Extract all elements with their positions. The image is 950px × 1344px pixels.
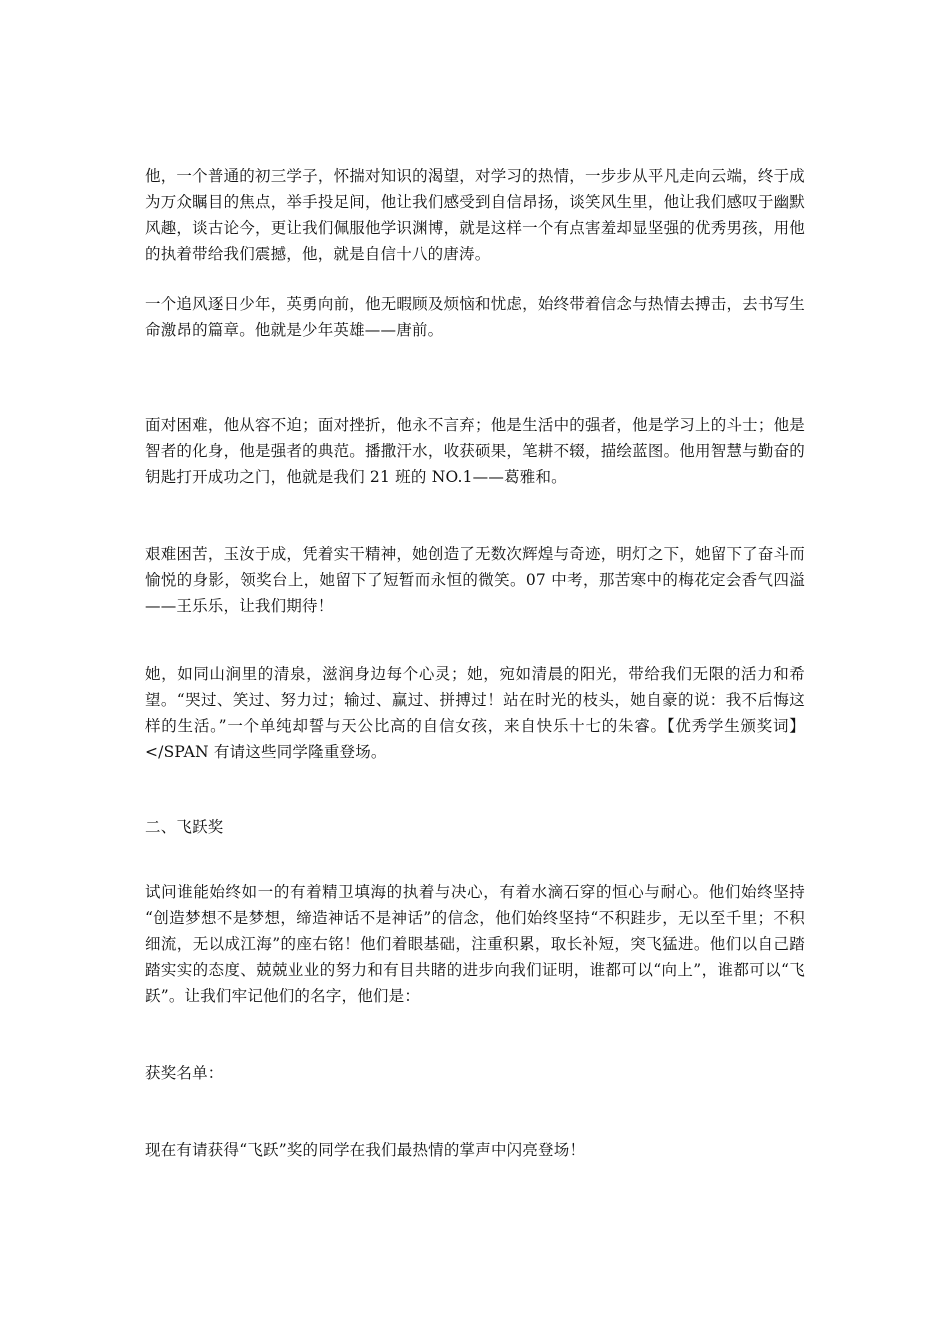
paragraph-leap-award-intro: 试问谁能始终如一的有着精卫填海的执着与决心，有着水滴石穿的恒心与耐心。他们始终坚持 “创造梦想不是梦想，缔造神话不是神话”的信念，他们始终坚持“不积跬步，无以至千里；不积细流，无以成江海”的座右铭！他们着眼基础，注重积累，取长补短，突飞猛进。他们以自己踏踏实实的态度、兢兢业业的努力和有目共睹的进步向我们证明，谁都可以“向上”，谁都可以“飞跃”。让我们牢记他们的名字，他们是： bbox=[145, 883, 805, 1005]
winners-list-label: 获奖名单： bbox=[145, 1064, 224, 1082]
paragraph-zhu-rui: 她，如同山涧里的清泉，滋润身边每个心灵；她，宛如清晨的阳光，带给我们无限的活力和希望。“哭过、笑过、努力过；输过、赢过、拼搏过！站在时光的枝头，她自豪的说：我不后悔这样的生活。”一个单纯却誓与天公比高的自信女孩，来自快乐十七的朱睿。【优秀学生颁奖词】</SPAN 有请这些同学隆重登场。 bbox=[145, 665, 805, 761]
section-heading-leap-award: 二、飞跃奖 bbox=[145, 818, 224, 836]
paragraph-tang-qian: 一个追风逐日少年，英勇向前，他无暇顾及烦恼和忧虑，始终带着信念与热情去搏击，去书写生命激昂的篇章。他就是少年英雄——唐前。 bbox=[145, 295, 805, 339]
paragraph-tang-tao: 他，一个普通的初三学子，怀揣对知识的渴望，对学习的热情，一步步从平凡走向云端，终于成为万众瞩目的焦点，举手投足间，他让我们感受到自信昂扬，谈笑风生里，他让我们感叹于幽默风趣，谈古论今，更让我们佩服他学识渊博，就是这样一个有点害羞却显坚强的优秀男孩，用他的执着带给我们震撼，他，就是自信十八的唐涛。 bbox=[145, 167, 805, 263]
paragraph-ge-yahe: 面对困难，他从容不迫；面对挫折，他永不言弃；他是生活中的强者，他是学习上的斗士；他是智者的化身，他是强者的典范。播撒汗水，收获硕果，笔耕不辍，描绘蓝图。他用智慧与勤奋的钥匙打开成功之门，他就是我们 21 班的 NO.1——葛雅和。 bbox=[145, 416, 805, 486]
paragraph-wang-lele: 艰难困苦，玉汝于成，凭着实干精神，她创造了无数次辉煌与奇迹，明灯之下，她留下了奋斗而愉悦的身影，领奖台上，她留下了短暂而永恒的微笑。07 中考，那苦寒中的梅花定会香气四溢——王乐乐，让我们期待！ bbox=[145, 545, 805, 615]
paragraph-invitation: 现在有请获得“飞跃”奖的同学在我们最热情的掌声中闪亮登场！ bbox=[145, 1141, 586, 1159]
